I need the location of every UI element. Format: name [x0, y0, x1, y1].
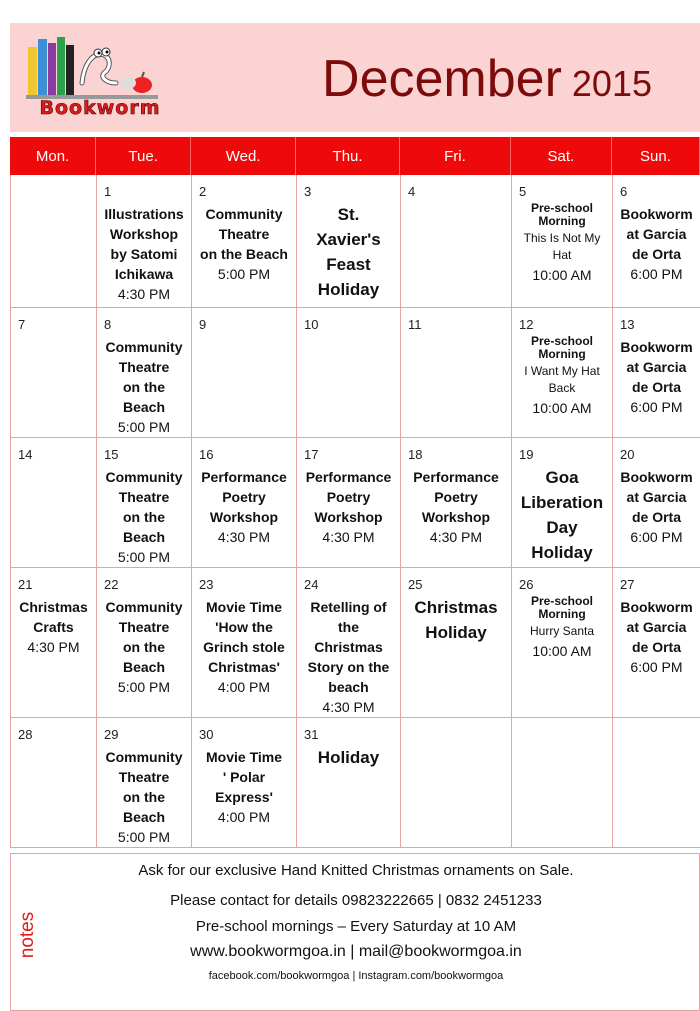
logo-text: Bookworm — [39, 97, 161, 119]
event-text: Grinch stole — [203, 639, 285, 655]
event-time: 4:30 PM — [322, 529, 375, 545]
day-cell — [192, 718, 297, 848]
event-text: Crafts — [33, 619, 74, 635]
event-content — [194, 467, 294, 547]
weekday-5: Sat. — [511, 137, 612, 175]
calendar-sheet — [10, 23, 700, 1011]
title-year: 2015 — [571, 63, 652, 104]
page-title — [322, 49, 652, 109]
day-cell — [192, 568, 297, 718]
holiday-text: Holiday — [317, 748, 380, 767]
day-cell — [97, 175, 192, 308]
holiday-text: Christmas — [414, 598, 498, 617]
event-text: Community — [105, 749, 183, 765]
event-time: 6:00 PM — [630, 399, 683, 415]
event-time: 4:30 PM — [27, 639, 80, 655]
day-cell — [401, 175, 512, 308]
event-text: Bookworm — [620, 599, 693, 615]
day-cell — [11, 175, 97, 308]
event-content — [514, 465, 610, 565]
holiday-text: Xavier's — [316, 230, 381, 249]
day-number: 10 — [304, 317, 319, 332]
event-text: Workshop — [314, 509, 383, 525]
event-content — [403, 467, 509, 547]
day-number: 13 — [620, 317, 635, 332]
holiday-text: Holiday — [531, 543, 593, 562]
preschool-title: I Want My Hat — [524, 364, 600, 378]
event-text: Bookworm — [620, 206, 693, 222]
preschool-label: Morning — [538, 214, 586, 228]
holiday-text: Feast — [326, 255, 371, 274]
day-cell — [297, 718, 401, 848]
day-cell — [401, 718, 512, 848]
event-time: 4:00 PM — [217, 679, 271, 695]
day-number: 22 — [104, 577, 119, 592]
day-cell — [613, 718, 700, 848]
event-content — [615, 204, 698, 284]
day-number: 8 — [104, 317, 112, 332]
preschool-label: Pre-school — [530, 594, 593, 608]
day-number: 21 — [18, 577, 33, 592]
event-content — [615, 597, 698, 677]
day-cell — [512, 308, 613, 438]
note-web-mail: www.bookwormgoa.in | mail@bookwormgoa.in — [190, 943, 522, 960]
event-text: de Orta — [631, 509, 681, 525]
day-cell — [11, 568, 97, 718]
day-number: 1 — [104, 184, 112, 199]
event-text: Poetry — [222, 489, 266, 505]
event-text: beach — [328, 679, 369, 695]
event-text: Beach — [122, 529, 166, 545]
day-cell — [97, 308, 192, 438]
day-number: 2 — [199, 184, 207, 199]
event-text: Beach — [122, 809, 166, 825]
event-content — [403, 595, 509, 645]
event-text: Bookworm — [620, 469, 693, 485]
note-preschool: Pre-school mornings – Every Saturday at 10 AM — [195, 918, 517, 935]
day-cell — [297, 308, 401, 438]
event-text: Movie Time — [206, 749, 282, 765]
holiday-text: Day — [546, 518, 578, 537]
event-content — [99, 467, 189, 567]
day-number: 18 — [408, 447, 423, 462]
day-number: 23 — [199, 577, 214, 592]
day-number: 16 — [199, 447, 214, 462]
day-cell — [11, 438, 97, 568]
event-content — [299, 467, 398, 547]
day-cell — [192, 438, 297, 568]
event-text: Theatre — [118, 489, 170, 505]
event-content — [99, 204, 189, 304]
event-text: Theatre — [118, 619, 170, 635]
day-cell — [512, 175, 613, 308]
preschool-title: Back — [548, 381, 576, 395]
day-cell — [97, 438, 192, 568]
preschool-title: This Is Not My — [523, 231, 601, 245]
day-number: 26 — [519, 577, 534, 592]
day-number: 25 — [408, 577, 423, 592]
day-number: 19 — [519, 447, 534, 462]
day-cell — [297, 568, 401, 718]
event-content — [299, 745, 398, 770]
books-worm-icon — [24, 33, 164, 103]
event-text: Theatre — [118, 769, 170, 785]
weekday-header — [10, 137, 700, 175]
preschool-time: 10:00 AM — [532, 643, 592, 659]
event-content — [13, 597, 94, 657]
event-text: at Garcia — [626, 489, 687, 505]
event-text: Story on the — [307, 659, 390, 675]
day-number: 27 — [620, 577, 635, 592]
event-text: Performance — [305, 469, 392, 485]
holiday-text: St. — [337, 205, 360, 224]
weekday-3: Thu. — [296, 137, 400, 175]
holiday-text: Liberation — [520, 493, 604, 512]
weekday-4: Fri. — [400, 137, 511, 175]
day-number: 3 — [304, 184, 312, 199]
day-number: 30 — [199, 727, 214, 742]
event-text: Community — [105, 469, 183, 485]
event-content — [514, 594, 610, 661]
day-cell — [297, 175, 401, 308]
event-content — [99, 337, 189, 437]
event-text: Poetry — [326, 489, 371, 505]
event-content — [194, 747, 294, 827]
event-text: on the — [123, 509, 165, 525]
event-text: by Satomi — [110, 246, 178, 262]
event-text: Community — [105, 339, 183, 355]
day-cell — [97, 568, 192, 718]
event-text: Beach — [122, 659, 166, 675]
event-text: at Garcia — [626, 359, 687, 375]
event-content — [615, 337, 698, 417]
preschool-title: Hat — [552, 248, 572, 262]
day-cell — [192, 175, 297, 308]
day-number: 24 — [304, 577, 319, 592]
event-time: 4:30 PM — [322, 699, 375, 715]
event-text: Illustrations — [104, 206, 184, 222]
holiday-text: Holiday — [317, 280, 380, 299]
notes-section — [10, 853, 700, 1011]
preschool-label: Morning — [538, 607, 586, 621]
event-text: de Orta — [631, 379, 681, 395]
day-number: 6 — [620, 184, 628, 199]
event-content — [194, 204, 294, 284]
day-number: 28 — [18, 727, 33, 742]
event-time: 4:30 PM — [217, 529, 271, 545]
event-content — [99, 597, 189, 697]
header — [10, 23, 700, 132]
event-text: de Orta — [631, 639, 681, 655]
event-text: on the Beach — [200, 246, 288, 262]
day-number: 4 — [408, 184, 416, 199]
event-content — [514, 201, 610, 285]
day-cell — [11, 308, 97, 438]
event-text: Ichikawa — [114, 266, 174, 282]
day-cell — [613, 175, 700, 308]
day-cell — [613, 568, 700, 718]
event-time: 5:00 PM — [217, 266, 271, 282]
event-text: 'How the — [215, 619, 273, 635]
day-number: 31 — [304, 727, 319, 742]
bookworm-logo — [24, 33, 164, 123]
event-content — [194, 597, 294, 697]
note-social: facebook.com/bookwormgoa | Instagram.com/bookwormgoa — [208, 970, 504, 982]
day-number: 11 — [408, 317, 422, 332]
day-cell — [401, 568, 512, 718]
event-text: Community — [205, 206, 283, 222]
event-time: 5:00 PM — [117, 549, 171, 565]
day-number: 9 — [199, 317, 207, 332]
day-cell — [512, 568, 613, 718]
event-text: Workshop — [109, 226, 179, 242]
day-cell — [192, 308, 297, 438]
day-cell — [512, 438, 613, 568]
event-text: Performance — [201, 469, 287, 485]
preschool-label: Pre-school — [530, 334, 593, 348]
event-text: Workshop — [209, 509, 279, 525]
event-content — [299, 597, 398, 717]
event-content — [299, 202, 398, 302]
event-text: Christmas' — [208, 659, 280, 675]
preschool-label: Morning — [538, 347, 586, 361]
event-text: Theatre — [218, 226, 270, 242]
event-text: Poetry — [434, 489, 478, 505]
note-ornaments: Ask for our exclusive Hand Knitted Christmas ornaments on Sale. — [138, 862, 574, 879]
event-text: de Orta — [631, 246, 681, 262]
event-text: Retelling of — [310, 599, 387, 615]
event-text: Bookworm — [620, 339, 693, 355]
event-text: the — [338, 619, 359, 635]
event-text: Performance — [413, 469, 499, 485]
preschool-title: Hurry Santa — [529, 624, 595, 638]
holiday-text: Holiday — [425, 623, 487, 642]
event-time: 5:00 PM — [117, 419, 171, 435]
event-time: 5:00 PM — [117, 829, 171, 845]
event-time: 4:30 PM — [429, 529, 483, 545]
day-cell — [97, 718, 192, 848]
event-time: 4:30 PM — [117, 286, 171, 302]
day-number: 12 — [519, 317, 534, 332]
holiday-text: Goa — [545, 468, 579, 487]
day-cell — [401, 438, 512, 568]
weekday-2: Wed. — [191, 137, 296, 175]
event-text: at Garcia — [626, 226, 687, 242]
event-time: 6:00 PM — [630, 659, 683, 675]
event-text: Beach — [122, 399, 166, 415]
title-month: December — [322, 50, 562, 108]
day-cell — [11, 718, 97, 848]
event-time: 4:00 PM — [217, 809, 271, 825]
event-text: ' Polar — [222, 769, 266, 785]
day-cell — [297, 438, 401, 568]
weekday-0: Mon. — [10, 137, 96, 175]
weekday-6: Sun. — [612, 137, 700, 175]
day-number: 14 — [18, 447, 33, 462]
day-number: 29 — [104, 727, 119, 742]
notes-label: notes — [17, 911, 39, 959]
note-contact: Please contact for details 09823222665 | 0832 2451233 — [170, 892, 542, 909]
preschool-time: 10:00 AM — [532, 267, 592, 283]
day-number: 7 — [18, 317, 26, 332]
weekday-1: Tue. — [96, 137, 191, 175]
day-cell — [613, 438, 700, 568]
event-time: 6:00 PM — [630, 529, 683, 545]
calendar-grid — [10, 175, 700, 848]
event-text: on the — [123, 639, 165, 655]
day-cell — [613, 308, 700, 438]
event-time: 5:00 PM — [117, 679, 171, 695]
event-text: Express' — [215, 789, 273, 805]
event-time: 6:00 PM — [630, 266, 683, 282]
day-cell — [512, 718, 613, 848]
day-number: 17 — [304, 447, 319, 462]
event-text: on the — [123, 789, 165, 805]
preschool-label: Pre-school — [530, 201, 593, 215]
event-content — [514, 334, 610, 418]
event-content — [615, 467, 698, 547]
day-number: 20 — [620, 447, 635, 462]
day-cell — [401, 308, 512, 438]
preschool-time: 10:00 AM — [532, 400, 592, 416]
event-content — [99, 747, 189, 847]
day-number: 15 — [104, 447, 119, 462]
event-text: Christmas — [19, 599, 88, 615]
event-text: Workshop — [421, 509, 491, 525]
event-text: on the — [123, 379, 165, 395]
event-text: at Garcia — [626, 619, 687, 635]
event-text: Community — [105, 599, 183, 615]
day-number: 5 — [519, 184, 527, 199]
event-text: Movie Time — [206, 599, 282, 615]
event-text: Theatre — [118, 359, 170, 375]
event-text: Christmas — [314, 639, 383, 655]
